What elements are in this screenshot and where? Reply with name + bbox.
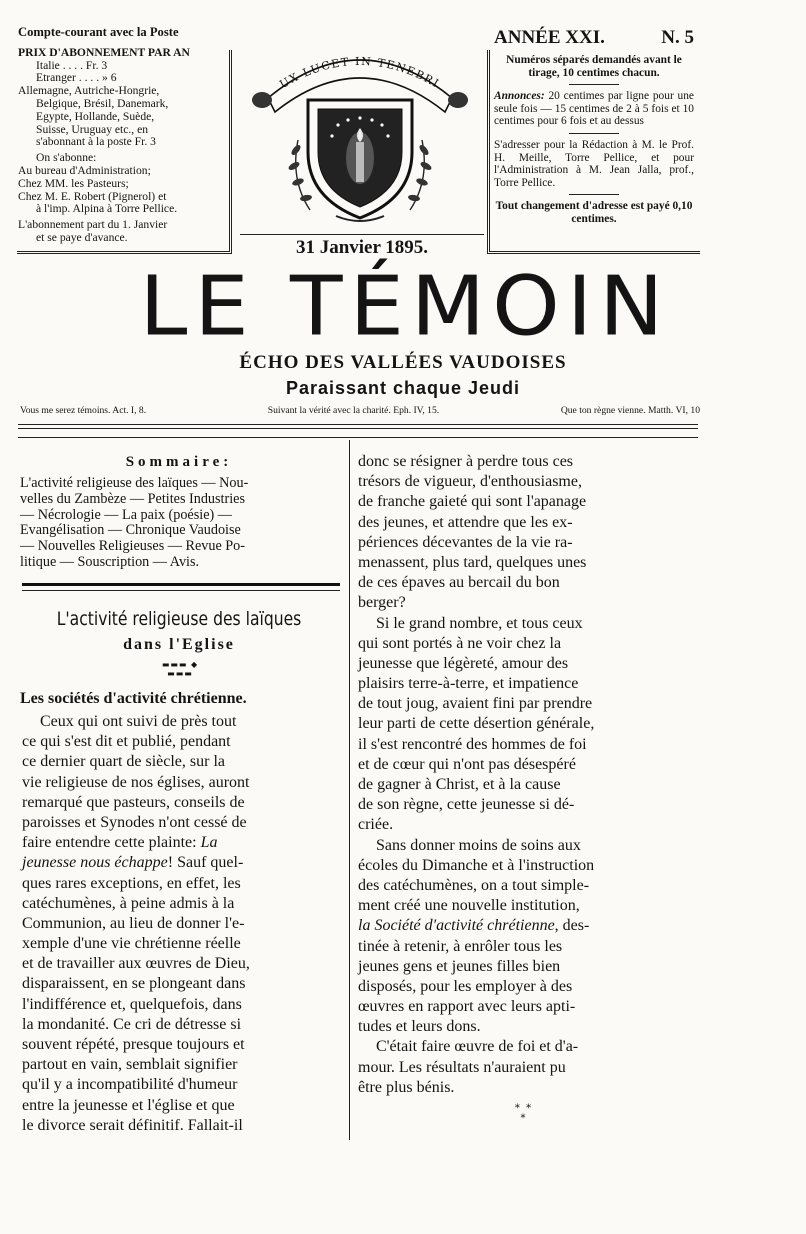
rule-top <box>18 424 698 425</box>
italic-phrase: jeunesse nous échappe <box>22 854 168 872</box>
article-right-line: et de cœur qui n'ont pas désespéré <box>358 755 576 773</box>
article-right-line: la Société d'activité chrétienne, des- <box>358 917 590 935</box>
article-right-line: écoles du Dimanche et à l'instruction <box>358 856 595 874</box>
subscription-line: Etranger . . . . » 6 <box>36 72 117 85</box>
article-right-line: leur parti de cette désertion générale, <box>358 715 595 733</box>
article-right-line: Si le grand nombre, et tous ceux <box>376 614 583 632</box>
subscription-line: Chez MM. les Pasteurs; <box>18 177 129 190</box>
numeros-separes: Numéros séparés demandés avant le tirage, 10 centimes chacun. <box>506 54 682 79</box>
article-right-line: il s'est rencontré des hommes de foi <box>358 735 587 753</box>
emblem-motto: UX LUCET IN TENEBRI <box>277 54 442 92</box>
separator-thin <box>22 590 340 591</box>
article-left-line: remarqué que pasteurs, conseils de <box>22 793 245 811</box>
column-divider <box>349 440 350 1140</box>
article-right-line: disposés, pour les employer à des <box>358 977 573 995</box>
article-left-line: xemple d'une vie chrétienne réelle <box>22 935 241 953</box>
article-left-line: paroisses et Synodes n'ont cessé de <box>22 813 247 831</box>
subscription-line: s'abonnant à la poste Fr. 3 <box>36 136 156 149</box>
article-left-line: Ceux qui ont suivi de près tout <box>40 713 237 730</box>
article-right-line: de franche gaieté qui sont l'apanage <box>358 493 587 511</box>
article-right-line: des catéchumènes, on a tout simple- <box>358 876 590 894</box>
article-left-line: et de travailler aux œuvres de Dieu, <box>22 955 250 973</box>
subscription-line: Belgique, Brésil, Danemark, <box>36 97 169 110</box>
subscription-line: Allemagne, Autriche-Hongrie, <box>18 85 160 98</box>
mottos <box>20 405 700 416</box>
annonces-label: Annonces: <box>494 90 545 103</box>
sommaire-line: — Nouvelles Religieuses — Revue Po- <box>20 538 245 555</box>
article-left-line: ques rares exceptions, en effet, les <box>22 874 241 892</box>
rule-top-2 <box>18 428 698 429</box>
sommaire-body <box>20 476 342 571</box>
article-right-line: être plus bénis. <box>358 1078 455 1096</box>
sommaire-title: Sommaire: <box>125 454 233 470</box>
newspaper-subtitle: ÉCHO DES VALLÉES VAUDOISES <box>239 352 567 373</box>
subscription-line: Chez M. E. Robert (Pignerol) et <box>18 190 167 203</box>
article-left-line: vie religieuse de nos églises, auront <box>22 773 250 791</box>
article-left-line: ce dernier quart de siècle, sur la <box>22 753 226 771</box>
article-right-line: trésors de vigueur, d'enthousiasme, <box>358 473 582 491</box>
article-right-line: jeunesse que légèreté, amour des <box>358 654 569 672</box>
publication-box-border <box>487 50 700 254</box>
changement-adresse: Tout changement d'adresse est payé 0,10 centimes. <box>495 200 693 225</box>
article-left-line: Communion, au lieu de donner l'e- <box>22 914 245 932</box>
subscription-line: Suisse, Uruguay etc., en <box>36 123 149 136</box>
sommaire-line: litique — Souscription — Avis. <box>20 553 200 570</box>
motto-3: Que ton règne vienne. Matth. VI, 10 <box>560 405 700 416</box>
motto-1: Vous me serez témoins. Act. I, 8. <box>20 405 147 416</box>
subscription-line: PRIX D'ABONNEMENT PAR AN <box>18 46 190 59</box>
sommaire-line: L'activité religieuse des laïques — Nou- <box>20 475 249 491</box>
sommaire-line: velles du Zambèze — Petites Industries <box>20 490 245 507</box>
article-left-line: catéchumènes, à peine admis à la <box>22 894 235 912</box>
issue-date: 31 Janvier 1895. <box>240 234 484 259</box>
article-left-line: souvent répété, presque toujours et <box>22 1036 245 1053</box>
subscription-box-border <box>17 50 232 254</box>
article-right-line: berger? <box>358 594 406 612</box>
article-right-line: de son règne, cette jeunesse si dé- <box>358 796 575 814</box>
article-right-line: jeunes gens et jeunes filles bien <box>358 957 561 975</box>
asterism-icon: * * * <box>514 1103 532 1124</box>
numero: N. 5 <box>661 27 694 48</box>
ornament-icon: ▬▬▬ ◆ ▬▬▬ <box>161 660 199 678</box>
subscription-line: On s'abonne: <box>36 152 97 165</box>
emblem <box>240 30 480 240</box>
separator-thick <box>22 583 340 586</box>
article-right-line: de ces épaves au bercail du bon <box>358 574 560 592</box>
article-left-line: entre la jeunesse et l'église et que <box>22 1096 235 1114</box>
article-right-line: criée. <box>358 816 394 834</box>
adresser: S'adresser pour la Rédaction à M. le Prof. H. Meille, Torre Pellice, et pour l'Administration à M. Jean Jalla, prof., Torre Pellice. <box>494 138 694 189</box>
article-subtitle: dans l'Eglise <box>123 636 235 653</box>
subscription-line: Italie . . . . Fr. 3 <box>36 59 108 72</box>
article-left-line: partout en vain, semblait signifier <box>22 1056 238 1074</box>
article-column-right <box>358 452 690 1098</box>
article-left-line: ce qui s'est dit et publié, pendant <box>22 733 231 751</box>
article-right-line: périences décevantes de la vie ra- <box>358 533 573 551</box>
article-right-line: de tout joug, avaient fini par prendre <box>358 695 593 713</box>
motto-2: Suivant la vérité avec la charité. Eph. IV, 15. <box>267 405 440 416</box>
article-left-line: jeunesse nous échappe! Sauf quel- <box>22 854 244 872</box>
article-left-line: faire entendre cette plainte: La <box>22 834 218 852</box>
issue-line <box>494 28 694 48</box>
italic-phrase: La <box>200 834 218 852</box>
article-right-line: plaisirs terre-à-terre, et impatience <box>358 675 579 693</box>
annonces-text: 20 centimes par ligne pour une seule fois — 15 centimes de 2 à 5 fois et 10 centimes pour 6 fois et au dessus <box>494 90 694 128</box>
newspaper-title: LE TÉMOIN <box>139 259 671 355</box>
article-right-line: ment créé une nouvelle institution, <box>358 897 580 915</box>
emblem-shield-icon <box>240 30 480 240</box>
subscription-line: L'abonnement part du 1. Janvier <box>18 219 168 232</box>
article-right-line: mour. Les résultats n'auraient pu <box>358 1058 566 1076</box>
article-right-line: des jeunes, et attendre que les ex- <box>358 513 573 531</box>
article-column-left <box>22 712 342 1136</box>
annee: ANNÉE XXI. <box>494 27 605 48</box>
rule-bottom <box>18 437 698 438</box>
article-right-line: qui sont portés à ne voir chez la <box>358 634 562 652</box>
subscription-line: à l'imp. Alpina à Torre Pellice. <box>36 203 178 216</box>
subscription-line: et se paye d'avance. <box>36 231 128 244</box>
article-right-line: tinée à retenir, à enrôler tous les <box>358 937 563 955</box>
article-left-line: l'indifférence et, quelquefois, dans <box>22 995 242 1013</box>
article-title: L'activité religieuse des laïques <box>56 608 302 630</box>
article-right-line: de gagner à Christ, et à la cause <box>358 776 561 793</box>
subscription-line: Egypte, Hollande, Suède, <box>36 110 155 123</box>
article-right-line: C'était faire œuvre de foi et d'a- <box>376 1038 579 1056</box>
article-left-line: disparaissent, en se plongeant dans <box>22 975 246 993</box>
article-right-line: Sans donner moins de soins aux <box>376 836 581 854</box>
article-left-line: la mondanité. Ce cri de détresse si <box>22 1015 242 1033</box>
section-heading: Les sociétés d'activité chrétienne. <box>20 690 247 707</box>
article-right-line: donc se résigner à perdre tous ces <box>358 453 574 470</box>
article-left-line: qu'il y a incompatibilité d'humeur <box>22 1076 238 1094</box>
article-left-line: le divorce serait définitif. Fallait-il <box>22 1116 243 1134</box>
sommaire-line: — Nécrologie — La paix (poésie) — <box>20 506 232 523</box>
italic-phrase: la Société d'activité chrétienne <box>358 917 555 935</box>
compte-courant: Compte-courant avec la Poste <box>18 26 179 39</box>
article-right-line: menassent, plus tard, quelques unes <box>358 553 587 571</box>
subscription-line: Au bureau d'Administration; <box>18 164 151 177</box>
article-right-line: œuvres en rapport avec leurs apti- <box>358 998 576 1016</box>
sommaire-line: Evangélisation — Chronique Vaudoise <box>20 522 241 539</box>
publication-frequency: Paraissant chaque Jeudi <box>285 378 521 398</box>
article-right-line: tudes et leurs dons. <box>358 1018 481 1036</box>
